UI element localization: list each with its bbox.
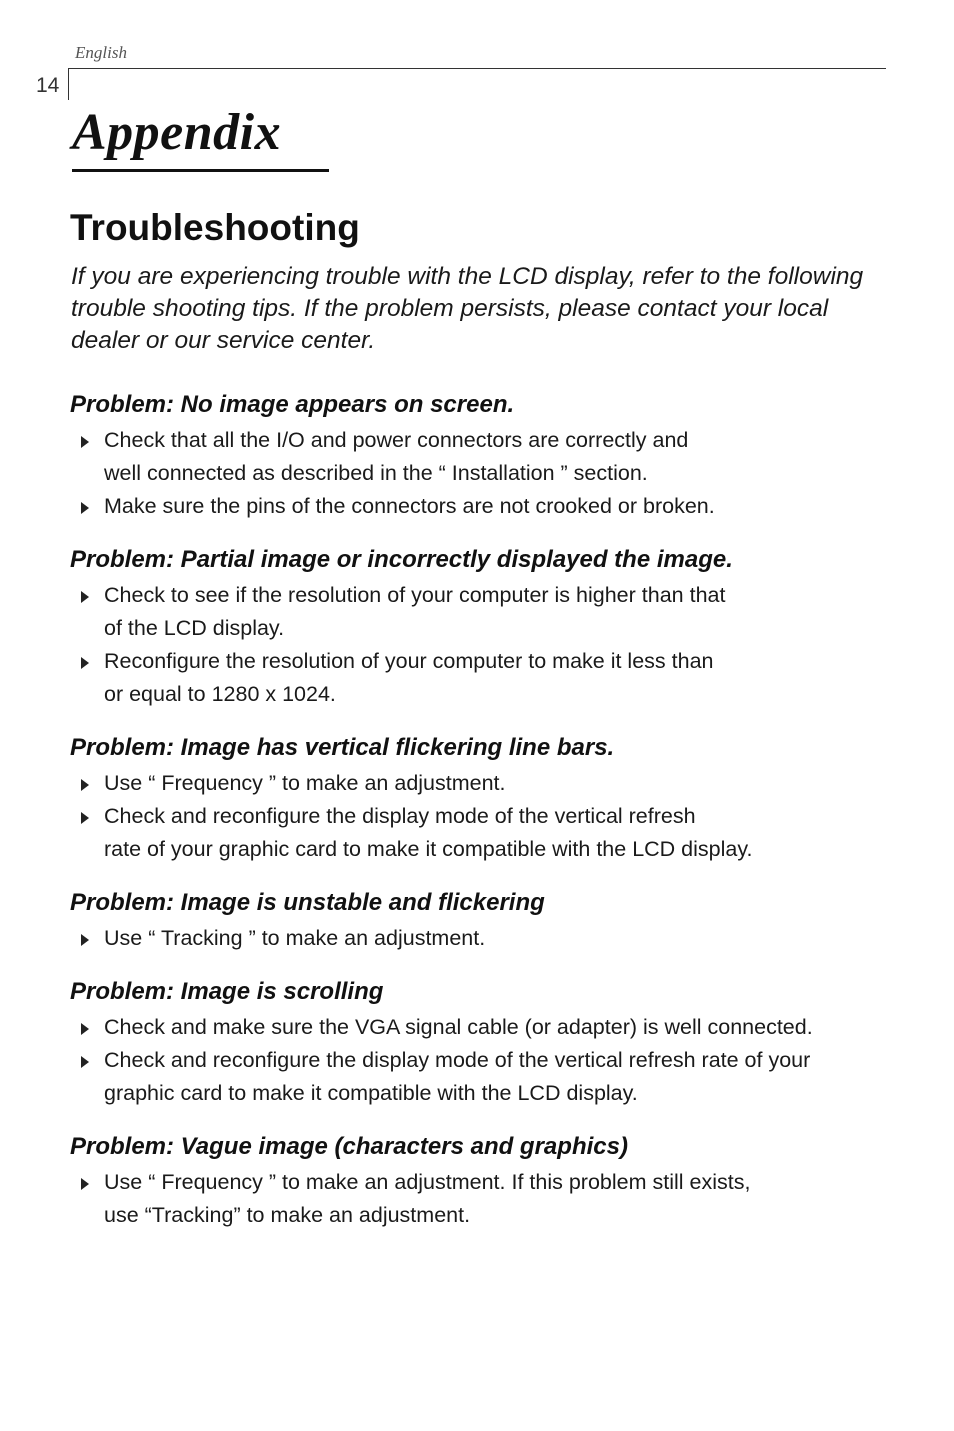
appendix-underline	[72, 169, 329, 172]
tip-item	[70, 800, 910, 833]
header-rule	[68, 68, 886, 69]
tip-item	[70, 767, 910, 800]
tip-item	[70, 1166, 910, 1199]
tip-item	[70, 579, 910, 612]
tip-text: Check and reconfigure the display mode of the vertical refresh	[104, 804, 696, 828]
tip-text: of the LCD display.	[104, 616, 285, 640]
header-vertical-rule	[68, 68, 69, 100]
bullet-arrow-icon	[81, 934, 89, 946]
problem-title: Problem: No image appears on screen.	[70, 391, 515, 418]
bullet-arrow-icon	[81, 591, 89, 603]
header-language: English	[75, 43, 127, 62]
tip-text: Use “ Frequency ” to make an adjustment.	[104, 771, 506, 795]
tip-list	[70, 1011, 910, 1110]
problem-title: Problem: Image is scrolling	[70, 978, 384, 1005]
bullet-arrow-icon	[81, 1056, 89, 1068]
tip-text: graphic card to make it compatible with the LCD display.	[104, 1081, 638, 1105]
tip-text: Use “ Tracking ” to make an adjustment.	[104, 926, 486, 950]
tip-item	[70, 424, 910, 457]
page-number: 14	[36, 74, 60, 97]
problem-scrolling	[70, 977, 910, 1110]
tip-item	[70, 1011, 910, 1044]
bullet-arrow-icon	[81, 657, 89, 669]
bullet-arrow-icon	[81, 436, 89, 448]
problem-no-image	[70, 390, 910, 523]
problem-vague-image	[70, 1132, 910, 1232]
tip-item-continuation	[70, 1199, 910, 1232]
tip-text: Check that all the I/O and power connectors are correctly and	[104, 428, 689, 452]
tip-item-continuation	[70, 1077, 910, 1110]
intro-paragraph: If you are experiencing trouble with the LCD display, refer to the following trouble shooting tips. If the problem persists, please contact your local dealer or our service center.	[71, 263, 864, 354]
problem-vertical-flicker	[70, 733, 910, 866]
tip-item-continuation	[70, 612, 910, 645]
tip-list	[70, 424, 910, 523]
tip-item	[70, 645, 910, 678]
section-title: Troubleshooting	[70, 207, 360, 248]
problem-list	[70, 390, 910, 1232]
tip-list	[70, 1166, 910, 1232]
tip-text: well connected as described in the “ Installation ” section.	[104, 461, 648, 485]
tip-text: or equal to 1280 x 1024.	[104, 682, 336, 706]
problem-title: Problem: Vague image (characters and graphics)	[70, 1133, 628, 1160]
tip-list	[70, 579, 910, 711]
tip-text: Check to see if the resolution of your computer is higher than that	[104, 583, 726, 607]
tip-list	[70, 767, 910, 866]
problem-partial-image	[70, 545, 910, 711]
tip-item-continuation	[70, 678, 910, 711]
problem-title: Problem: Image is unstable and flickering	[70, 889, 545, 916]
tip-text: Reconfigure the resolution of your computer to make it less than	[104, 649, 714, 673]
tip-text: rate of your graphic card to make it compatible with the LCD display.	[104, 837, 753, 861]
tip-item-continuation	[70, 457, 910, 490]
appendix-title: Appendix	[72, 104, 282, 161]
bullet-arrow-icon	[81, 502, 89, 514]
bullet-arrow-icon	[81, 1023, 89, 1035]
tip-text: Check and reconfigure the display mode of the vertical refresh rate of your	[104, 1048, 811, 1072]
tip-item	[70, 490, 910, 523]
tip-text: use “Tracking” to make an adjustment.	[104, 1203, 471, 1227]
problem-title: Problem: Partial image or incorrectly displayed the image.	[70, 546, 733, 573]
bullet-arrow-icon	[81, 1178, 89, 1190]
bullet-arrow-icon	[81, 779, 89, 791]
tip-text: Make sure the pins of the connectors are not crooked or broken.	[104, 494, 715, 518]
bullet-arrow-icon	[81, 812, 89, 824]
tip-item	[70, 922, 910, 955]
tip-item-continuation	[70, 833, 910, 866]
tip-text: Check and make sure the VGA signal cable (or adapter) is well connected.	[104, 1015, 813, 1039]
problem-title: Problem: Image has vertical flickering line bars.	[70, 734, 615, 761]
tip-item	[70, 1044, 910, 1077]
tip-list	[70, 922, 910, 955]
tip-text: Use “ Frequency ” to make an adjustment. If this problem still exists,	[104, 1170, 751, 1194]
problem-unstable	[70, 888, 910, 955]
